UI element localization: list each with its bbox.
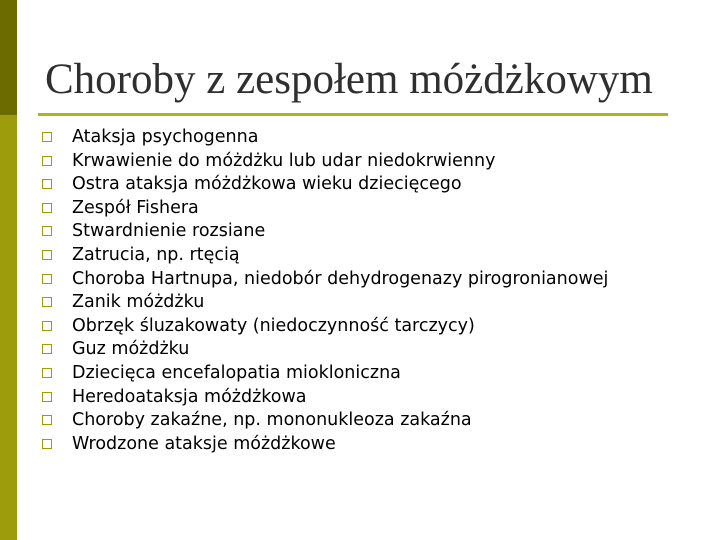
bullet-item (42, 409, 682, 431)
bullet-item (42, 197, 682, 219)
bullet-item (42, 173, 682, 195)
bullet-text: Dziecięca encefalopatia miokloniczna (72, 362, 401, 383)
side-accent-bar-bottom (0, 115, 17, 540)
hollow-square-bullet-icon (42, 368, 52, 378)
bullet-list (42, 126, 682, 456)
bullet-item (42, 268, 682, 290)
bullet-item (42, 362, 682, 384)
bullet-item (42, 150, 682, 172)
bullet-text: Guz móżdżku (72, 339, 190, 360)
bullet-item (42, 315, 682, 337)
hollow-square-bullet-icon (42, 179, 52, 189)
bullet-item (42, 291, 682, 313)
side-accent-bar-top (0, 0, 17, 115)
bullet-item (42, 386, 682, 408)
bullet-text: Choroby zakaźne, np. mononukleoza zakaźna (72, 410, 472, 431)
hollow-square-bullet-icon (42, 439, 52, 449)
bullet-item (42, 244, 682, 266)
title-underline (38, 113, 668, 116)
bullet-text: Obrzęk śluzakowaty (niedoczynność tarczycy) (72, 315, 475, 336)
bullet-text: Ostra ataksja móżdżkowa wieku dziecięcego (72, 174, 462, 195)
bullet-text: Krwawienie do móżdżku lub udar niedokrwienny (72, 150, 496, 171)
bullet-item (42, 433, 682, 455)
bullet-text: Zanik móżdżku (72, 292, 205, 313)
bullet-text: Wrodzone ataksje móżdżkowe (72, 433, 336, 454)
hollow-square-bullet-icon (42, 297, 52, 307)
bullet-text: Zatrucia, np. rtęcią (72, 244, 240, 265)
hollow-square-bullet-icon (42, 344, 52, 354)
hollow-square-bullet-icon (42, 156, 52, 166)
bullet-text: Ataksja psychogenna (72, 127, 259, 147)
hollow-square-bullet-icon (42, 321, 52, 331)
bullet-text: Choroba Hartnupa, niedobór dehydrogenazy pirogronianowej (72, 268, 609, 289)
hollow-square-bullet-icon (42, 203, 52, 213)
slide-title: Choroby z zespołem móżdżkowym (45, 56, 653, 103)
hollow-square-bullet-icon (42, 392, 52, 402)
bullet-text: Stwardnienie rozsiane (72, 221, 266, 242)
hollow-square-bullet-icon (42, 132, 52, 142)
hollow-square-bullet-icon (42, 250, 52, 260)
bullet-text: Zespół Fishera (72, 197, 199, 218)
bullet-item (42, 338, 682, 360)
bullet-item (42, 220, 682, 242)
hollow-square-bullet-icon (42, 274, 52, 284)
bullet-item (42, 126, 682, 148)
hollow-square-bullet-icon (42, 415, 52, 425)
bullet-text: Heredoataksja móżdżkowa (72, 386, 307, 407)
hollow-square-bullet-icon (42, 226, 52, 236)
